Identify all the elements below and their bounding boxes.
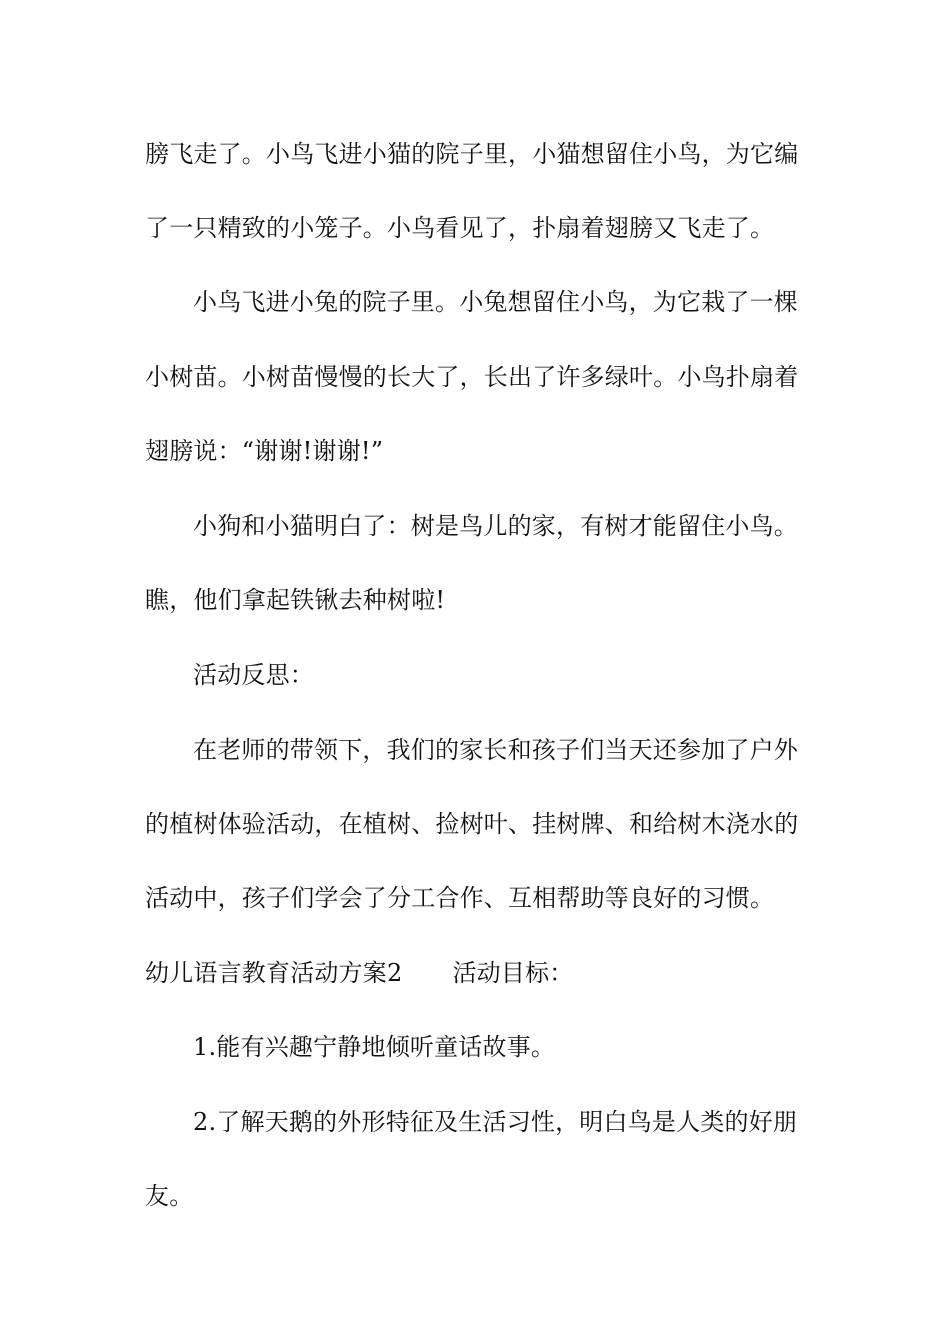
list-item: 1.能有兴趣宁静地倾听童话故事。 <box>193 1033 556 1061</box>
objectives-heading: 活动目标： <box>452 959 574 987</box>
plan-title: 幼儿语言教育活动方案2 <box>145 959 403 987</box>
paragraph-line: 膀飞走了。小鸟飞进小猫的院子里，小猫想留住小鸟，为它编 <box>145 140 799 168</box>
section-heading: 活动反思： <box>193 661 314 689</box>
paragraph-line: 瞧，他们拿起铁锹去种树啦! <box>145 586 446 614</box>
paragraph-line: 在老师的带领下，我们的家长和孩子们当天还参加了户外 <box>193 736 798 764</box>
list-item-continuation: 友。 <box>145 1182 194 1210</box>
paragraph-line: 活动中，孩子们学会了分工合作、互相帮助等良好的习惯。 <box>145 884 775 912</box>
paragraph-line: 小鸟飞进小兔的院子里。小兔想留住小鸟，为它栽了一棵 <box>193 288 798 316</box>
section-title-line <box>145 957 815 989</box>
paragraph-line: 翅膀说：“谢谢!谢谢!” <box>145 437 384 465</box>
paragraph-line: 了一只精致的小笼子。小鸟看见了，扑扇着翅膀又飞走了。 <box>145 214 775 242</box>
paragraph-line: 的植树体验活动，在植树、捡树叶、挂树牌、和给树木浇水的 <box>145 810 799 838</box>
paragraph-line: 小树苗。小树苗慢慢的长大了，长出了许多绿叶。小鸟扑扇着 <box>145 363 799 391</box>
list-item: 2.了解天鹅的外形特征及生活习性，明白鸟是人类的好朋 <box>193 1108 798 1136</box>
paragraph-line: 小狗和小猫明白了：树是鸟儿的家，有树才能留住小鸟。 <box>193 512 798 540</box>
